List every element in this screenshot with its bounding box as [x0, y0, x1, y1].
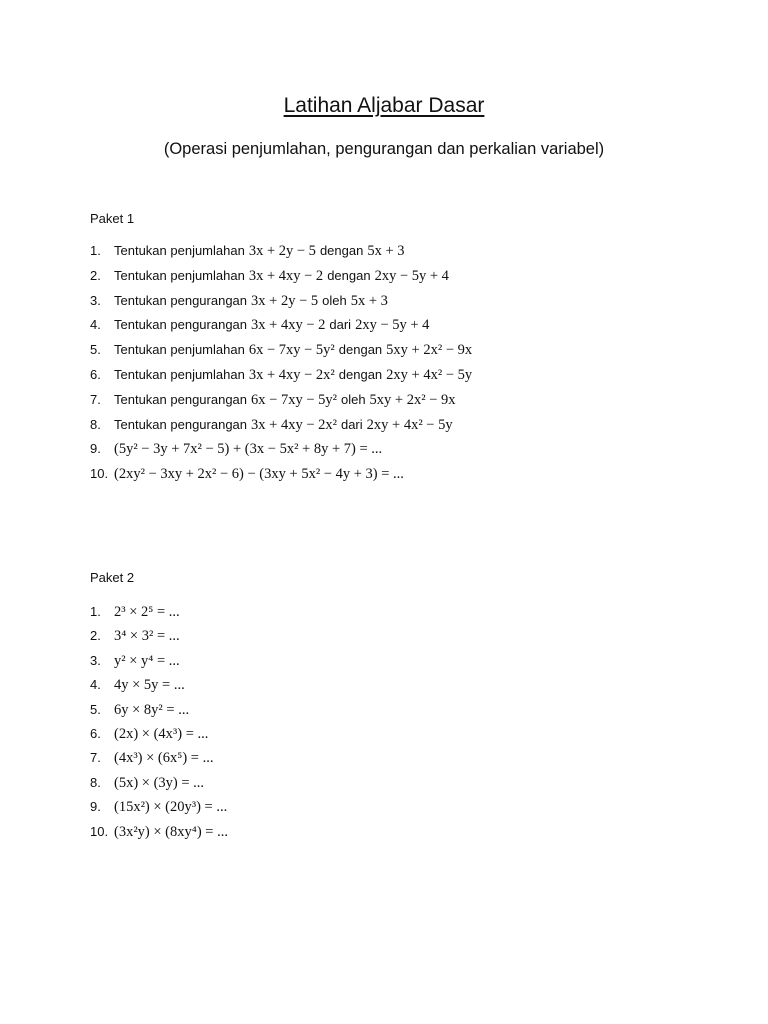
item-number: 6. [90, 725, 101, 741]
item-number: 1. [90, 604, 101, 619]
document-title: Latihan Aljabar Dasar [283, 94, 485, 117]
connector-word: dari [340, 416, 363, 432]
math-expression: 6y × 8y² = ... [114, 701, 190, 718]
instruction-text: Tentukan pengurangan [114, 317, 248, 333]
instruction-text: Tentukan penjumlahan [114, 267, 245, 283]
connector-word: dengan [338, 342, 383, 358]
instruction-text: Tentukan penjumlahan [114, 366, 245, 382]
list-item [90, 289, 476, 314]
list-item [90, 771, 232, 795]
instruction-text: Tentukan penjumlahan [114, 342, 245, 358]
paket-2-label: Paket 2 [90, 570, 135, 585]
math-expression: (5y² − 3y + 7x² − 5) + (3x − 5x² + 8y + 7) = ... [114, 441, 383, 458]
math-expression-a: 3x + 4xy − 2 [251, 317, 326, 334]
item-number: 4. [90, 317, 101, 333]
item-number: 7. [90, 391, 101, 407]
list-item [90, 413, 476, 438]
instruction-text: Tentukan pengurangan [114, 391, 248, 407]
math-expression: 2³ × 2⁵ = ... [114, 604, 180, 620]
list-item [90, 338, 476, 363]
math-expression-a: 6x − 7xy − 5y² [251, 391, 337, 408]
math-expression-a: 3x + 4xy − 2x² [251, 416, 337, 433]
math-expression-a: 3x + 2y − 5 [251, 292, 319, 309]
list-item [90, 600, 232, 624]
math-expression-b: 5xy + 2x² − 9x [386, 342, 473, 359]
item-number: 1. [90, 243, 101, 258]
item-number: 8. [90, 416, 101, 432]
item-number: 10. [90, 466, 109, 482]
list-item [90, 437, 476, 462]
math-expression-a: 3x + 4xy − 2 [248, 267, 324, 284]
math-expression-a: 3x + 2y − 5 [248, 243, 316, 259]
math-expression: (15x²) × (20y³) = ... [114, 799, 228, 816]
connector-word: dengan [338, 366, 383, 382]
math-expression: (4x³) × (6x⁵) = ... [114, 750, 214, 767]
list-item [90, 264, 476, 289]
math-expression: (3x²y) × (8xy⁴) = ... [114, 823, 228, 840]
math-expression-b: 5xy + 2x² − 9x [369, 391, 456, 408]
item-number: 5. [90, 701, 101, 717]
math-expression: (2xy² − 3xy + 2x² − 6) − (3xy + 5x² − 4y + 3) = ... [114, 466, 404, 483]
connector-word: dengan [319, 243, 364, 258]
list-item [90, 746, 232, 770]
item-number: 5. [90, 342, 101, 358]
list-item [90, 363, 476, 388]
item-number: 10. [90, 823, 109, 839]
connector-word: oleh [322, 292, 347, 308]
paket-1-label: Paket 1 [90, 211, 135, 226]
math-expression: y² × y⁴ = ... [114, 652, 180, 669]
math-expression: (5x) × (3y) = ... [114, 774, 205, 791]
item-number: 3. [90, 292, 101, 308]
math-expression: 4y × 5y = ... [114, 677, 185, 694]
connector-word: dengan [327, 267, 371, 283]
document-subtitle: (Operasi penjumlahan, pengurangan dan perkalian variabel) [163, 140, 605, 158]
math-expression-b: 5x + 3 [350, 292, 388, 309]
connector-word: oleh [340, 391, 366, 407]
math-expression-b: 2xy + 4x² − 5y [386, 366, 473, 383]
math-expression-a: 6x − 7xy − 5y² [248, 342, 335, 359]
item-number: 8. [90, 774, 101, 790]
list-item [90, 462, 476, 487]
connector-word: dari [329, 317, 352, 333]
math-expression: 3⁴ × 3² = ... [114, 628, 180, 645]
list-item [90, 795, 232, 819]
item-number: 6. [90, 366, 101, 382]
paket-1-list [90, 239, 476, 487]
list-item [90, 239, 476, 264]
math-expression-b: 2xy − 5y + 4 [374, 267, 449, 284]
instruction-text: Tentukan pengurangan [114, 416, 248, 432]
list-item [90, 313, 476, 338]
instruction-text: Tentukan penjumlahan [114, 243, 245, 258]
math-expression-a: 3x + 4xy − 2x² [248, 366, 335, 383]
item-number: 4. [90, 677, 101, 693]
item-number: 7. [90, 750, 101, 766]
item-number: 3. [90, 652, 101, 668]
item-number: 2. [90, 628, 101, 644]
list-item [90, 624, 232, 648]
math-expression: (2x) × (4x³) = ... [114, 725, 209, 742]
item-number: 9. [90, 799, 101, 815]
list-item [90, 722, 232, 746]
list-item [90, 820, 232, 844]
instruction-text: Tentukan pengurangan [114, 292, 248, 308]
math-expression-b: 2xy + 4x² − 5y [366, 416, 453, 433]
paket-2-list [90, 600, 232, 844]
list-item [90, 698, 232, 722]
math-expression-b: 5x + 3 [367, 243, 405, 259]
list-item [90, 673, 232, 697]
item-number: 9. [90, 441, 101, 457]
item-number: 2. [90, 267, 101, 283]
math-expression-b: 2xy − 5y + 4 [355, 317, 430, 334]
list-item [90, 388, 476, 413]
list-item [90, 649, 232, 673]
